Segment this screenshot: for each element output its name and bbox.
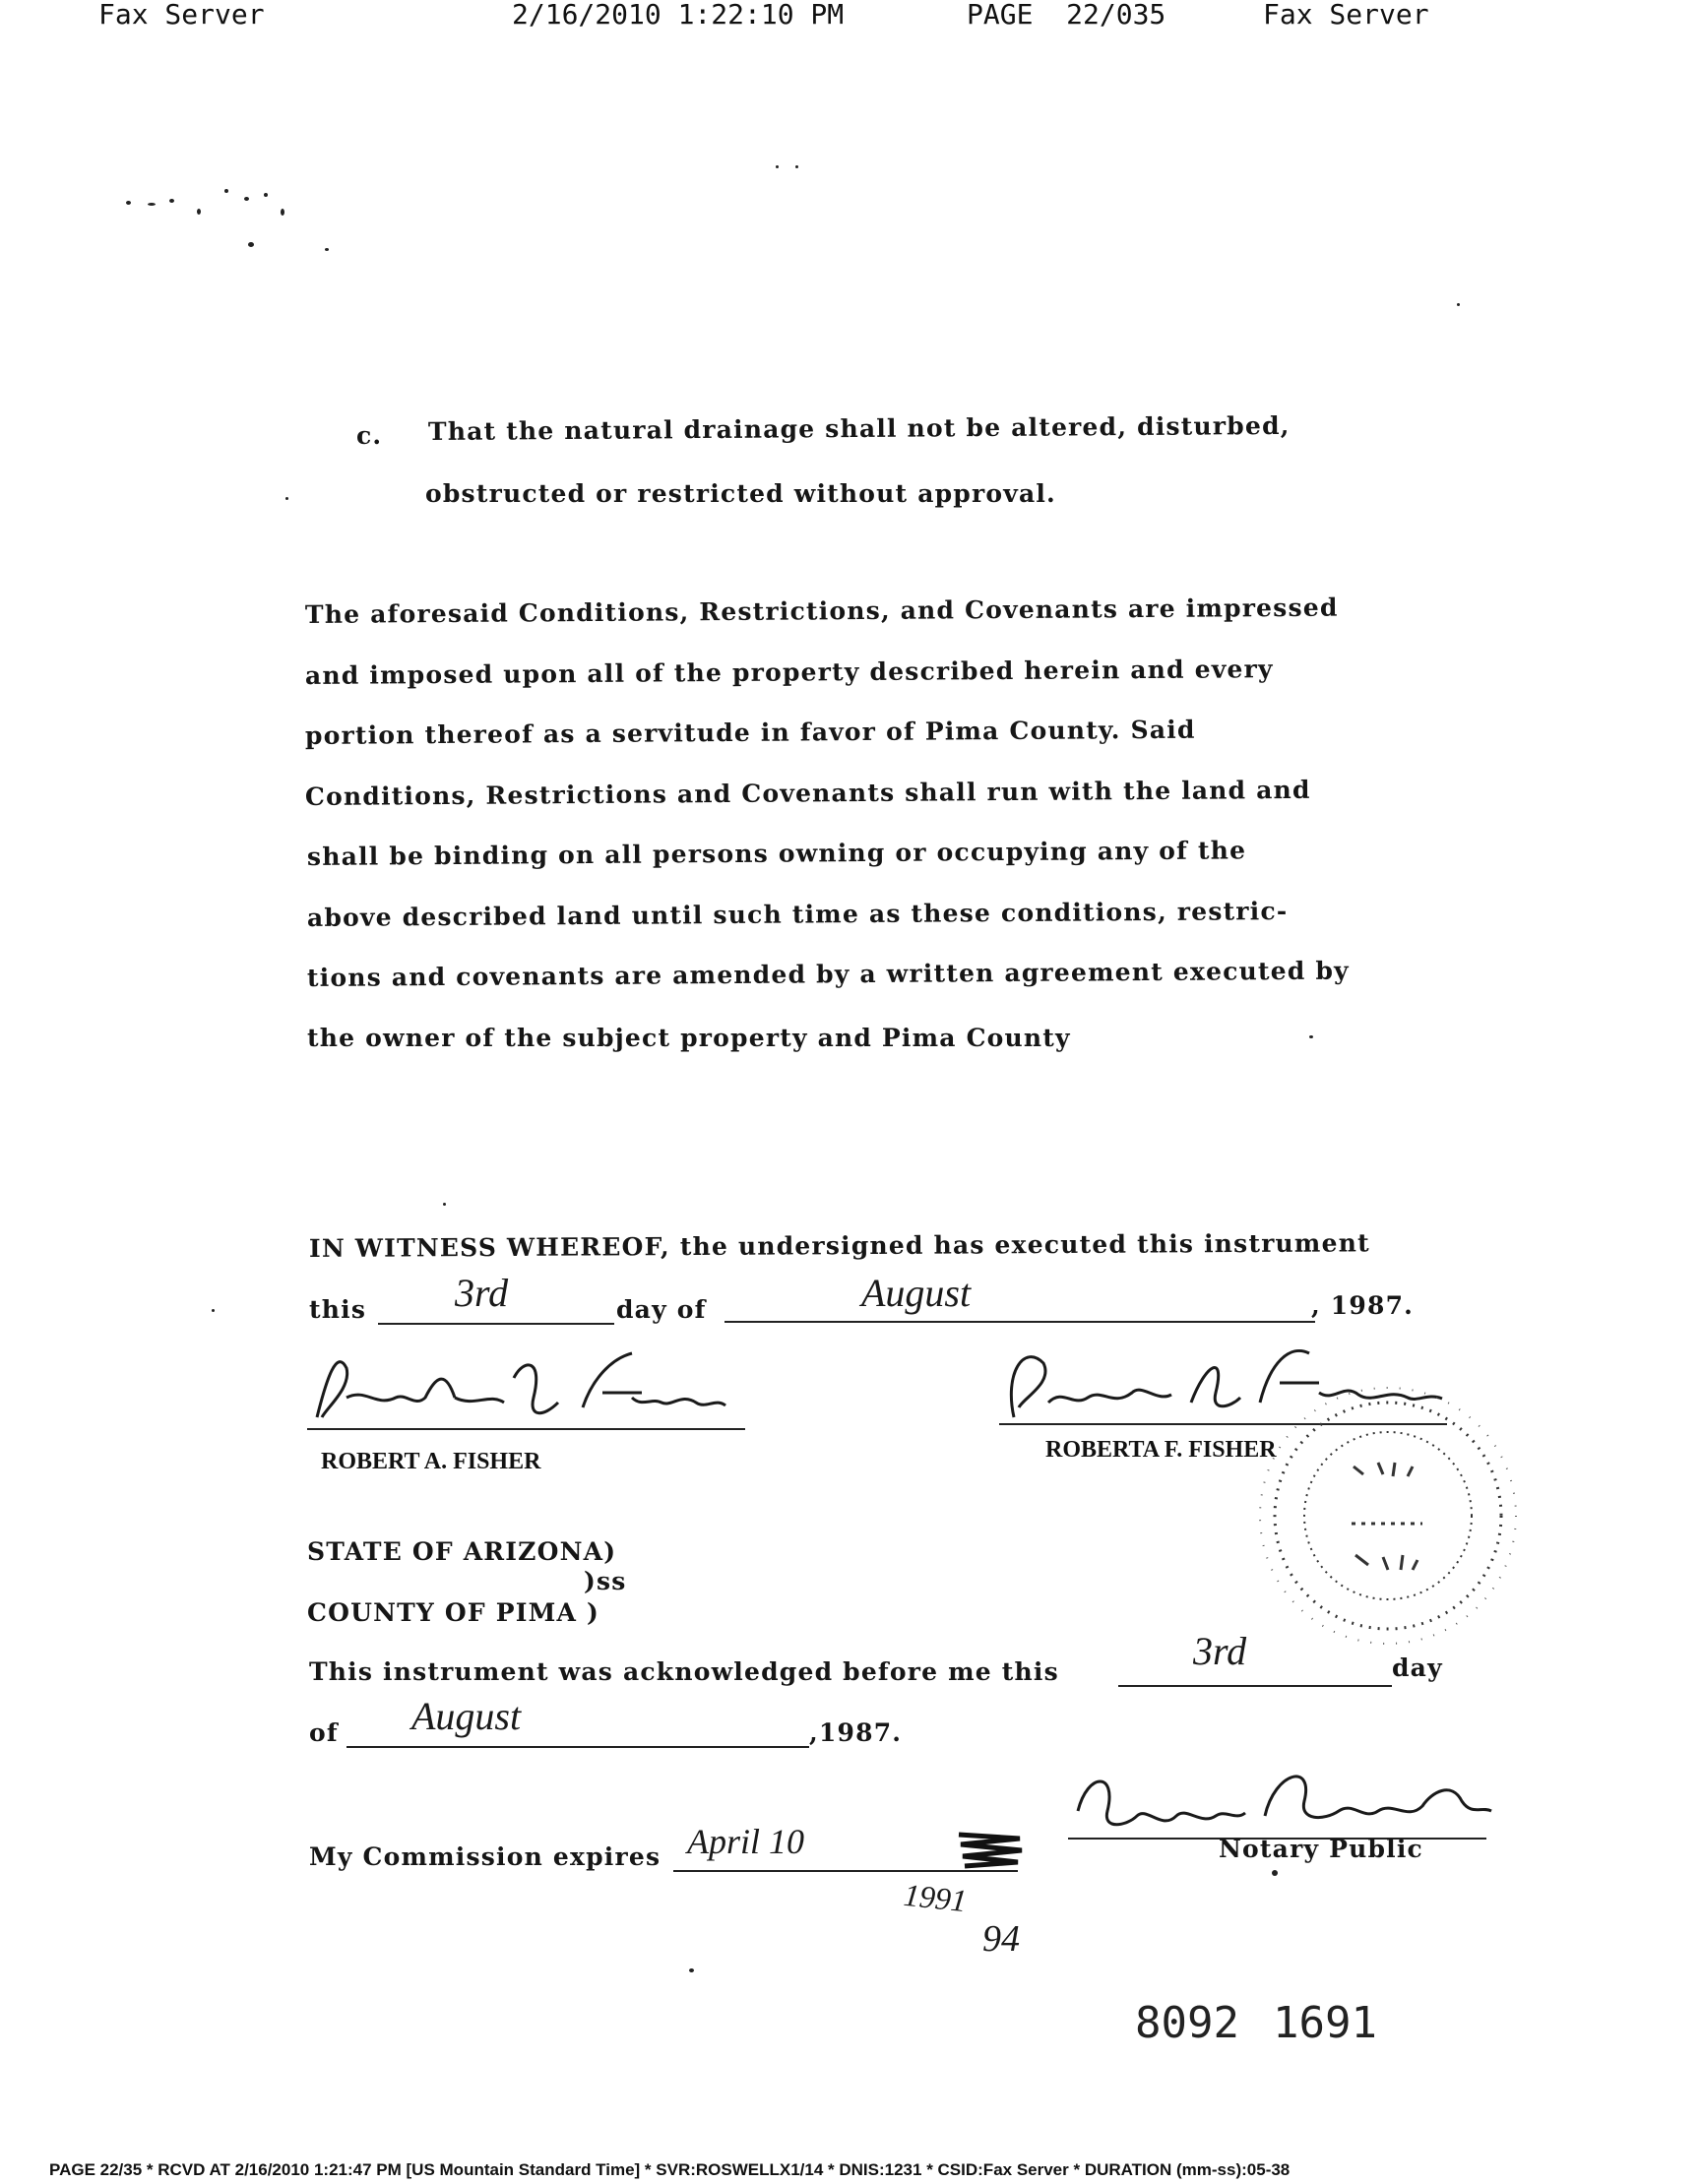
ack-month-handwritten: August: [411, 1694, 522, 1738]
notary-public-label: Notary Public: [1219, 1835, 1423, 1863]
commission-year-note-2: 94: [982, 1918, 1020, 1960]
commission-label: My Commission expires: [309, 1842, 662, 1871]
witness-day-handwritten: 3rd: [455, 1271, 509, 1315]
signer-name-roberta: ROBERTA F. FISHER: [1045, 1437, 1277, 1463]
scribble-mark: [955, 1829, 1026, 1870]
paragraph-line: above described land until such time as these conditions, restric-: [306, 897, 1289, 932]
paragraph-line: tions and covenants are amended by a written agreement executed by: [306, 956, 1350, 992]
witness-day-of-label: day of: [616, 1295, 707, 1324]
fax-header-left: Fax Server: [98, 0, 265, 31]
paragraph-line: and imposed upon all of the property described herein and every: [304, 655, 1274, 690]
paragraph-line: shall be binding on all persons owning or occupying any of the: [306, 836, 1247, 871]
commission-year-note-1: 1991: [902, 1876, 969, 1919]
clause-line-2: obstructed or restricted without approval.: [425, 479, 1056, 508]
witness-line: IN WITNESS WHEREOF, the undersigned has executed this instrument: [308, 1228, 1370, 1263]
ack-month-blank: [346, 1746, 809, 1748]
ack-day-label: day: [1392, 1654, 1443, 1682]
notary-seal: [1245, 1368, 1531, 1663]
ack-day-handwritten: 3rd: [1193, 1629, 1247, 1673]
paragraph-line: Conditions, Restrictions and Covenants shall run with the land and: [304, 775, 1311, 811]
signer-name-robert: ROBERT A. FISHER: [321, 1449, 541, 1474]
fax-header-page: PAGE 22/035: [967, 0, 1166, 31]
witness-this-label: this: [309, 1295, 367, 1324]
book-number: 8092: [1135, 1998, 1239, 2048]
witness-month-blank: [724, 1321, 1315, 1323]
witness-day-blank: [378, 1323, 614, 1325]
fax-header: [0, 0, 1701, 33]
clause-letter: c.: [356, 421, 383, 450]
commission-handwritten-date: April 10: [687, 1822, 805, 1861]
fax-footer: PAGE 22/35 * RCVD AT 2/16/2010 1:21:47 PM [US Mountain Standard Time] * SVR:ROSWELLX1/14 * DNIS:1231 * CSID:Fax Server * DURATION (mm-ss):05-38: [49, 2160, 1291, 2179]
fax-header-datetime: 2/16/2010 1:22:10 PM: [512, 0, 845, 31]
commission-blank: [673, 1870, 1018, 1872]
clause-line-1: That the natural drainage shall not be altered, disturbed,: [427, 410, 1291, 446]
witness-month-handwritten: August: [861, 1271, 972, 1315]
paragraph-line: the owner of the subject property and Pima County: [307, 1024, 1071, 1052]
paragraph-line: The aforesaid Conditions, Restrictions, and Covenants are impressed: [304, 593, 1339, 629]
fax-header-right: Fax Server: [1263, 0, 1429, 31]
acknowledgment-line: This instrument was acknowledged before me this: [309, 1657, 1059, 1686]
ack-day-blank: [1118, 1685, 1392, 1687]
venue-state: STATE OF ARIZONA): [307, 1537, 617, 1566]
ack-of-label: of: [309, 1718, 339, 1747]
signature-robert: [307, 1339, 750, 1437]
paragraph-line: portion thereof as a servitude in favor of Pima County. Said: [304, 715, 1196, 750]
page-number: 1691: [1273, 1998, 1377, 2048]
venue-ss: )ss: [584, 1567, 627, 1595]
witness-year: , 1987.: [1311, 1291, 1415, 1320]
ack-year: ,1987.: [809, 1718, 903, 1747]
venue-county: COUNTY OF PIMA ): [307, 1598, 600, 1627]
